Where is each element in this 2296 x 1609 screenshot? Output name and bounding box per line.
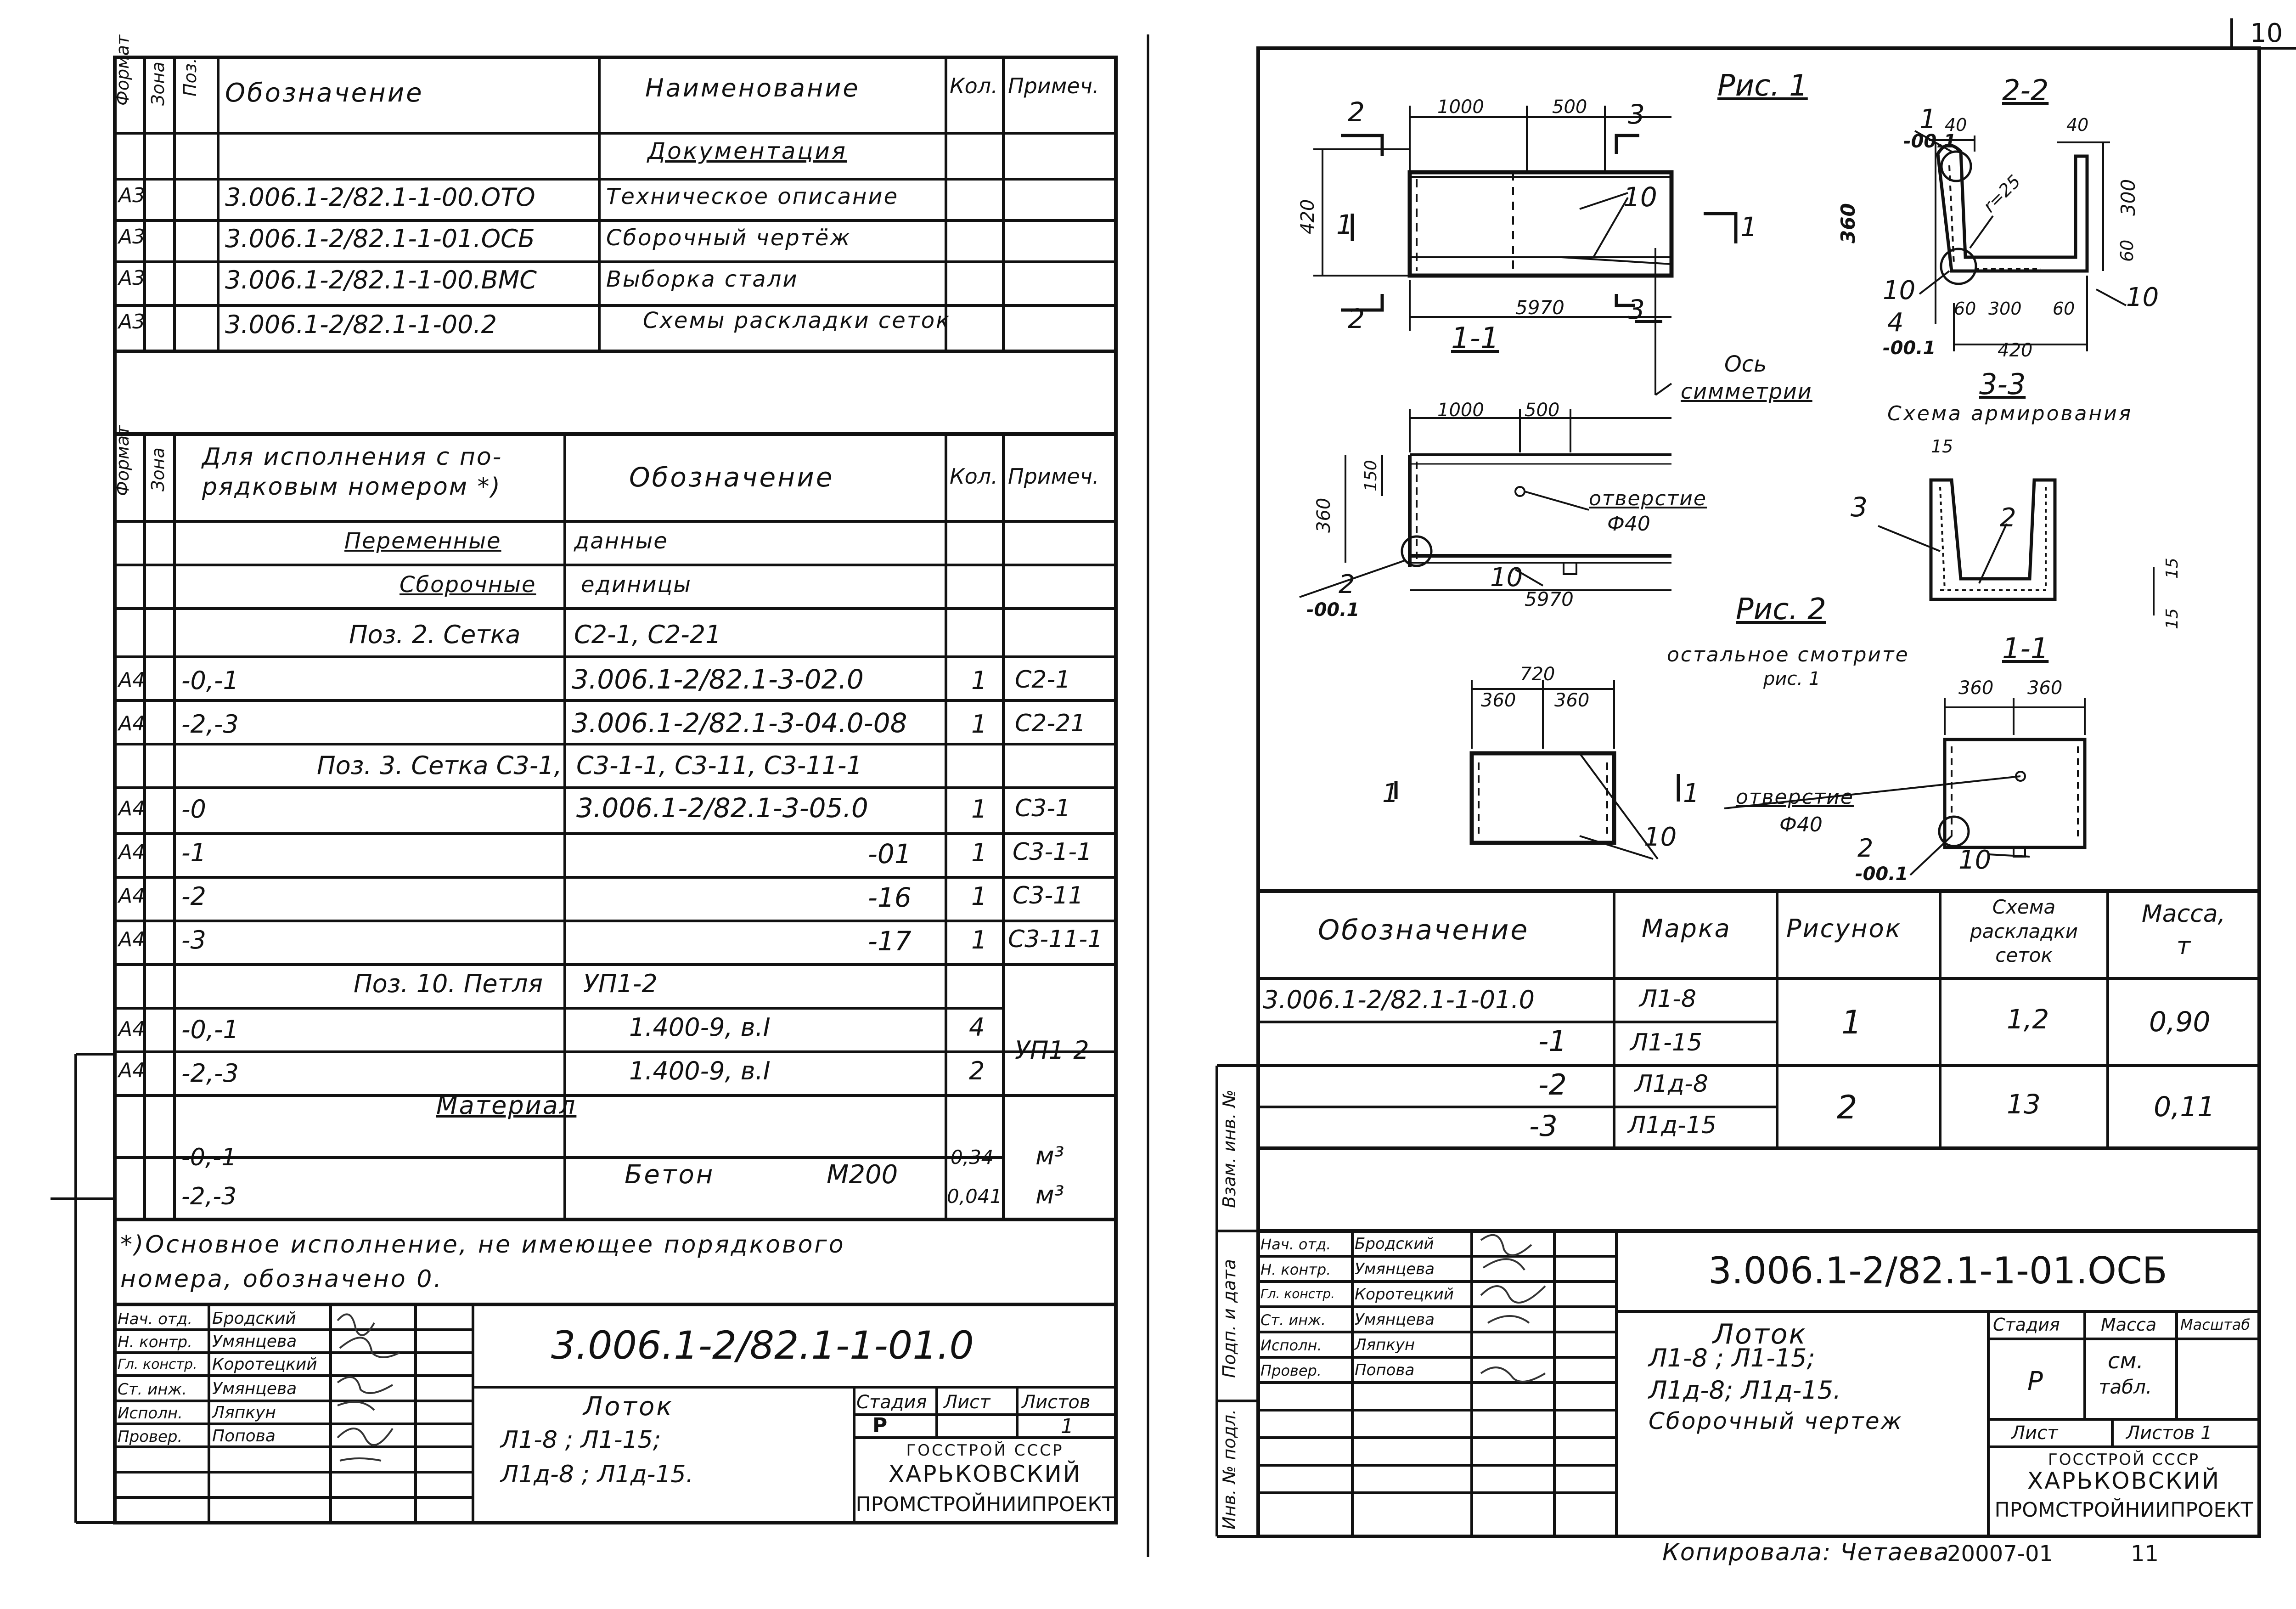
fig2-rest-1: остальное смотрите bbox=[1667, 643, 1909, 666]
spec2-header-qty: Кол. bbox=[950, 464, 998, 489]
row-exec: -0,-1 bbox=[181, 1015, 239, 1044]
spec1-row-designation: 3.006.1-2/82.1-1-00.2 bbox=[225, 310, 497, 339]
s11-callout-2: 2 bbox=[1339, 570, 1355, 599]
row-qty: 1 bbox=[971, 795, 987, 824]
fig2-dim-360d: 360 bbox=[2027, 677, 2063, 699]
section-3-3 bbox=[1878, 480, 2154, 615]
table-header-designation: Обозначение bbox=[1318, 914, 1530, 946]
fig2-callout-10b: 10 bbox=[1958, 845, 1992, 875]
tb-item-4: Сборочный чертеж bbox=[1649, 1408, 1903, 1434]
row-mark: Л1д-8 bbox=[1635, 1070, 1708, 1098]
s22-dim-60b: 60 bbox=[2053, 299, 2075, 319]
table-header-mass-1: Масса, bbox=[2141, 900, 2226, 928]
tb-org-2: ХАРЬКОВСКИЙ bbox=[2027, 1468, 2221, 1494]
row-exec: -2,-3 bbox=[181, 1183, 237, 1210]
pos10-note: УП1-2 bbox=[1015, 1036, 1089, 1065]
spec1-row-designation: 3.006.1-2/82.1-1-01.ОСБ bbox=[225, 224, 535, 253]
s11-dim-150: 150 bbox=[1362, 460, 1380, 491]
row-qty: 2 bbox=[969, 1056, 985, 1085]
row-designation: -01 bbox=[868, 838, 912, 869]
s11-callout-10: 10 bbox=[1490, 563, 1523, 593]
tb-role: Н. контр. bbox=[1261, 1261, 1331, 1278]
table-header-scheme-1: Схема bbox=[1992, 896, 2056, 918]
fig2-cut-1a: 1 bbox=[1382, 779, 1399, 808]
spec2-header-zone: Зона bbox=[148, 447, 168, 491]
tb-name: Бродский bbox=[212, 1309, 296, 1328]
side-label-signature: Подп. и дата bbox=[1219, 1259, 1239, 1378]
s11-hole-label: отверстие bbox=[1589, 487, 1707, 510]
spec2-header-note: Примеч. bbox=[1008, 464, 1099, 489]
fig2-hole-dia: Ф40 bbox=[1779, 813, 1823, 836]
tb-org-3: ПРОМСТРОЙНИИПРОЕКТ bbox=[855, 1493, 1114, 1516]
row-format: А4 bbox=[118, 928, 146, 951]
dim-1000: 1000 bbox=[1437, 96, 1484, 118]
spec1-row-name: Сборочный чертёж bbox=[606, 225, 851, 251]
spec1-section-docs: Документация bbox=[647, 138, 847, 164]
cut-label-1b: 1 bbox=[1740, 211, 1757, 243]
s11-dim-5970: 5970 bbox=[1525, 588, 1574, 610]
order-number: 20007-01 bbox=[1947, 1541, 2054, 1567]
row-exec: -0,-1 bbox=[181, 1144, 237, 1171]
row-format: А4 bbox=[118, 1017, 146, 1041]
table-header-scheme-3: сеток bbox=[1995, 944, 2053, 966]
cut-label-2b: 2 bbox=[1348, 303, 1365, 334]
row-note: С3-11 bbox=[1013, 882, 1084, 909]
s33-callout-3: 3 bbox=[1851, 491, 1868, 523]
spec1-header-format: Формат bbox=[113, 34, 133, 106]
cut-label-2a: 2 bbox=[1348, 96, 1365, 128]
tb-stage: Р bbox=[872, 1414, 888, 1437]
tb-name: Умянцева bbox=[212, 1379, 297, 1398]
variable-data-1: Переменные bbox=[344, 528, 501, 554]
row-qty: 1 bbox=[971, 882, 987, 911]
tb-sheet-h: Лист bbox=[944, 1392, 990, 1413]
material-title: Материал bbox=[436, 1091, 577, 1120]
s22-callout-10a: 10 bbox=[1883, 276, 1916, 305]
tb-item-2: Л1-8 ; Л1-15; bbox=[1649, 1344, 1815, 1372]
row-qty: 1 bbox=[971, 666, 987, 695]
fig2-dim-360c: 360 bbox=[1958, 677, 1994, 699]
s22-callout-4: 4 bbox=[1887, 308, 1904, 338]
tb-mass-h: Масса bbox=[2101, 1315, 2157, 1335]
tb-sheets: 1 bbox=[1061, 1415, 1074, 1438]
tb-mass-2: табл. bbox=[2099, 1376, 2152, 1398]
fig2-callout-10a: 10 bbox=[1644, 822, 1677, 852]
tb-item-3: Л1д-8; Л1д-15. bbox=[1649, 1376, 1841, 1405]
row-exec: -2,-3 bbox=[181, 710, 239, 739]
s33-callout-2: 2 bbox=[2000, 503, 2016, 533]
pos2-title: Поз. 2. Сетка bbox=[349, 620, 521, 649]
row-mark: Л1-8 bbox=[1639, 985, 1697, 1013]
row-format: А4 bbox=[118, 797, 146, 820]
fig1-title: Рис. 1 bbox=[1717, 69, 1808, 103]
concrete-label: Бетон bbox=[625, 1160, 715, 1190]
tb-name: Коротецкий bbox=[212, 1355, 317, 1374]
row-mark: Л1-15 bbox=[1630, 1029, 1703, 1056]
row-qty: 0,041 bbox=[947, 1185, 1002, 1208]
spec2-header-for-exec-2: рядковым номером *) bbox=[202, 473, 501, 501]
section-3-3-title: 3-3 bbox=[1979, 367, 2026, 401]
tb-name: Умянцева bbox=[1355, 1310, 1435, 1329]
spec1-header-name: Наименование bbox=[645, 73, 860, 102]
tb-role: Провер. bbox=[118, 1428, 183, 1446]
row-designation: 1.400-9, в.I bbox=[629, 1013, 771, 1042]
rebar-scheme-label: Схема армирования bbox=[1887, 402, 2133, 425]
row-designation: -3 bbox=[1529, 1109, 1558, 1143]
tb-scale-h: Масштаб bbox=[2180, 1316, 2251, 1333]
tb-role: Н. контр. bbox=[118, 1333, 192, 1351]
concrete-grade: М200 bbox=[827, 1160, 898, 1190]
fig2-hole-label: отверстие bbox=[1736, 785, 1854, 809]
row-exec: -2,-3 bbox=[181, 1059, 239, 1088]
tb-sheets-h: Листов 1 bbox=[2126, 1423, 2212, 1444]
fig2-dim-360a: 360 bbox=[1481, 690, 1516, 711]
row-qty: 1 bbox=[971, 838, 987, 867]
spec1-header-zone: Зона bbox=[148, 62, 168, 106]
s22-dim-40a: 40 bbox=[1945, 115, 1967, 135]
row-designation: 3.006.1-2/82.1-3-02.0 bbox=[572, 664, 864, 695]
row-note: С3-1 bbox=[1015, 795, 1071, 822]
s22-dim-360: 360 bbox=[1837, 203, 1859, 243]
s33-dim-15c: 15 bbox=[2163, 608, 2182, 629]
tb-role: Исполн. bbox=[1261, 1337, 1322, 1354]
row-qty: 1 bbox=[971, 926, 987, 954]
row-format: А4 bbox=[118, 841, 146, 864]
tb-role: Гл. констр. bbox=[118, 1356, 197, 1372]
tb-mass-1: см. bbox=[2108, 1348, 2144, 1374]
tb-item-1: Лоток bbox=[583, 1392, 674, 1422]
section-1-1-title: 1-1 bbox=[1451, 322, 1499, 356]
dim-500: 500 bbox=[1552, 96, 1587, 118]
row-designation: -2 bbox=[1538, 1068, 1567, 1101]
row-exec: -2 bbox=[181, 882, 206, 911]
dim-420: 420 bbox=[1297, 199, 1318, 234]
tb-code: 3.006.1-2/82.1-1-01.ОСБ bbox=[1708, 1249, 2167, 1292]
row-exec: -0 bbox=[181, 795, 206, 824]
tb-name: Умянцева bbox=[1355, 1260, 1435, 1278]
spec1-row-format: А3 bbox=[118, 310, 146, 333]
table-header-scheme-2: раскладки bbox=[1970, 920, 2078, 943]
spec1-row-designation: 3.006.1-2/82.1-1-00.ВМС bbox=[225, 265, 537, 294]
s11-hole-dia: Ф40 bbox=[1607, 512, 1650, 536]
tb-item-2: Л1-8 ; Л1-15; bbox=[501, 1426, 661, 1454]
group1-mass: 0,90 bbox=[2149, 1006, 2211, 1038]
table-header-mark: Марка bbox=[1642, 914, 1731, 943]
row-designation: 3.006.1-2/82.1-1-01.0 bbox=[1263, 985, 1535, 1014]
row-designation: -1 bbox=[1538, 1024, 1567, 1058]
tb-role: Провер. bbox=[1261, 1362, 1322, 1379]
s22-callout-1: 1 bbox=[1919, 103, 1936, 135]
s11-dim-1000: 1000 bbox=[1437, 400, 1484, 421]
s22-callout-10b: 10 bbox=[2126, 282, 2159, 312]
s33-dim-15b: 15 bbox=[2163, 558, 2182, 579]
s22-dim-60a: 60 bbox=[1954, 299, 1976, 319]
tb-name: Попова bbox=[1355, 1361, 1415, 1379]
row-qty: 0,34 bbox=[951, 1146, 994, 1169]
tb-name: Умянцева bbox=[212, 1332, 297, 1351]
tb-role: Нач. отд. bbox=[118, 1310, 193, 1328]
tb-stage-h: Стадия bbox=[856, 1392, 927, 1413]
fig2-mark-001: -00.1 bbox=[1855, 864, 1908, 885]
tb-org-2: ХАРЬКОВСКИЙ bbox=[888, 1461, 1082, 1487]
tb-sheets-h: Листов bbox=[1022, 1392, 1091, 1413]
fig2-rest-2: рис. 1 bbox=[1763, 668, 1821, 689]
s11-dim-360: 360 bbox=[1313, 497, 1334, 533]
footnote-line-2: номера, обозначено 0. bbox=[120, 1265, 443, 1293]
row-exec: -3 bbox=[181, 926, 206, 954]
tb-name: Бродский bbox=[1355, 1235, 1434, 1253]
row-note: м³ bbox=[1035, 1180, 1064, 1209]
row-exec: -0,-1 bbox=[181, 666, 239, 695]
group1-figure: 1 bbox=[1841, 1004, 1862, 1041]
pos2-value: С2-1, С2-21 bbox=[574, 620, 721, 649]
footnote-line-1: *)Основное исполнение, не имеющее порядкового bbox=[120, 1231, 845, 1259]
page-number: 10 bbox=[2250, 18, 2283, 48]
row-qty: 4 bbox=[969, 1013, 985, 1042]
section-2-2-title: 2-2 bbox=[2002, 73, 2049, 107]
s22-radius: r=25 bbox=[1979, 171, 2025, 217]
row-note: С3-11-1 bbox=[1008, 926, 1103, 953]
copied-by: Копировала: Четаева bbox=[1662, 1539, 1950, 1566]
axis-label-2: симметрии bbox=[1681, 379, 1812, 404]
spec1-row-format: А3 bbox=[118, 225, 146, 248]
pos10-title: Поз. 10. Петля bbox=[354, 969, 543, 998]
fig2-cut-1b: 1 bbox=[1683, 779, 1699, 808]
fig2-section-1-1: 1-1 bbox=[2002, 632, 2049, 665]
sheet-number: 11 bbox=[2131, 1541, 2159, 1567]
tb-name: Попова bbox=[212, 1427, 276, 1445]
spec1-row-name: Техническое описание bbox=[606, 184, 899, 209]
row-qty: 1 bbox=[971, 710, 987, 739]
cut-label-3a: 3 bbox=[1628, 99, 1645, 130]
assembly-units-2: единицы bbox=[581, 572, 692, 598]
fig2-callout-2: 2 bbox=[1857, 834, 1874, 863]
dim-5970: 5970 bbox=[1515, 296, 1564, 319]
spec1-row-name: Схемы раскладки сеток bbox=[643, 308, 951, 333]
variable-data-2: данные bbox=[574, 528, 668, 554]
s11-dim-500: 500 bbox=[1525, 400, 1560, 421]
assembly-units-1: Сборочные bbox=[400, 572, 536, 598]
side-label-inv: Инв. № подл. bbox=[1219, 1409, 1239, 1530]
s22-dim-60v: 60 bbox=[2117, 239, 2137, 262]
s22-dim-300v: 300 bbox=[2117, 179, 2139, 216]
fig2-dim-360b: 360 bbox=[1554, 690, 1590, 711]
tb-stage-h: Стадия bbox=[1993, 1315, 2060, 1335]
group2-figure: 2 bbox=[1837, 1089, 1857, 1126]
tb-role: Ст. инж. bbox=[118, 1380, 187, 1399]
spec2-header-for-exec-1: Для исполнения с по- bbox=[202, 443, 503, 471]
s11-mark-001: -00.1 bbox=[1306, 599, 1360, 621]
row-format: А4 bbox=[118, 668, 146, 692]
tb-code: 3.006.1-2/82.1-1-01.0 bbox=[551, 1323, 974, 1368]
table-header-mass-2: т bbox=[2176, 932, 2191, 960]
row-designation: 3.006.1-2/82.1-3-04.0-08 bbox=[572, 707, 907, 739]
tb-sheet-h: Лист bbox=[2011, 1423, 2058, 1444]
s22-dim-40b: 40 bbox=[2066, 115, 2089, 135]
group2-scheme: 13 bbox=[2007, 1089, 2041, 1120]
tb-name: Ляпкун bbox=[212, 1403, 276, 1422]
tb-item-1: Лоток bbox=[1713, 1318, 1807, 1350]
cut-label-1a: 1 bbox=[1336, 209, 1353, 240]
pos10-value: УП1-2 bbox=[583, 969, 658, 998]
tb-name: Коротецкий bbox=[1355, 1285, 1454, 1304]
s22-mark-001a: -00.1 bbox=[1903, 131, 1957, 152]
row-designation: -16 bbox=[868, 882, 912, 913]
row-format: А4 bbox=[118, 884, 146, 908]
row-note: С3-1-1 bbox=[1013, 838, 1092, 866]
pos3-title: Поз. 3. Сетка С3-1, bbox=[317, 751, 562, 780]
tb-role: Исполн. bbox=[118, 1404, 183, 1423]
tb-org-1: ГОССТРОЙ СССР bbox=[906, 1441, 1064, 1460]
fig1-front-view bbox=[1313, 106, 1736, 395]
tb-name: Ляпкун bbox=[1355, 1336, 1415, 1354]
s22-mark-001b: -00.1 bbox=[1883, 338, 1936, 359]
tb-stage: Р bbox=[2027, 1366, 2043, 1396]
spec2-header-format: Формат bbox=[113, 425, 133, 496]
spec1-row-name: Выборка стали bbox=[606, 266, 799, 292]
spec1-header-qty: Кол. bbox=[950, 73, 998, 98]
row-designation: 1.400-9, в.I bbox=[629, 1056, 771, 1085]
row-designation: -17 bbox=[868, 926, 912, 957]
cut-label-3b: 3 bbox=[1628, 294, 1645, 325]
side-label-replace: Взам. инв. № bbox=[1219, 1089, 1239, 1208]
row-designation: 3.006.1-2/82.1-3-05.0 bbox=[576, 792, 868, 824]
s22-dim-420: 420 bbox=[1998, 340, 2033, 361]
callout-10a: 10 bbox=[1623, 181, 1657, 213]
row-format: А4 bbox=[118, 712, 146, 735]
pos3-value: С3-1-1, С3-11, С3-11-1 bbox=[576, 751, 862, 780]
row-note: м³ bbox=[1035, 1141, 1064, 1170]
spec1-row-designation: 3.006.1-2/82.1-1-00.ОТО bbox=[225, 183, 535, 212]
spec2-header-designation: Обозначение bbox=[629, 462, 834, 493]
tb-item-3: Л1д-8 ; Л1д-15. bbox=[501, 1461, 694, 1488]
group1-scheme: 1,2 bbox=[2007, 1004, 2049, 1035]
spec1-header-designation: Обозначение bbox=[225, 78, 424, 108]
spec1-row-format: А3 bbox=[118, 184, 146, 207]
tb-role: Гл. констр. bbox=[1261, 1286, 1335, 1301]
spec1-header-pos: Поз. bbox=[180, 57, 200, 96]
s22-dim-300: 300 bbox=[1988, 299, 2022, 319]
row-note: С2-1 bbox=[1015, 666, 1071, 694]
row-format: А4 bbox=[118, 1059, 146, 1082]
s33-dim-15: 15 bbox=[1931, 436, 1953, 457]
row-mark: Л1д-15 bbox=[1628, 1112, 1717, 1139]
fig2-dim-720: 720 bbox=[1520, 664, 1555, 685]
tb-role: Нач. отд. bbox=[1261, 1236, 1331, 1253]
group2-mass: 0,11 bbox=[2154, 1091, 2215, 1123]
axis-label-1: Ось bbox=[1724, 351, 1767, 377]
spec1-header-note: Примеч. bbox=[1008, 73, 1099, 98]
tb-role: Ст. инж. bbox=[1261, 1311, 1326, 1329]
table-header-figure: Рисунок bbox=[1786, 914, 1902, 943]
tb-org-1: ГОССТРОЙ СССР bbox=[2048, 1451, 2200, 1469]
fig2-title: Рис. 2 bbox=[1736, 593, 1826, 627]
row-note: С2-21 bbox=[1015, 710, 1086, 737]
row-exec: -1 bbox=[181, 838, 206, 867]
spec1-row-format: А3 bbox=[118, 266, 146, 290]
tb-org-3: ПРОМСТРОЙНИИПРОЕКТ bbox=[1994, 1498, 2253, 1522]
